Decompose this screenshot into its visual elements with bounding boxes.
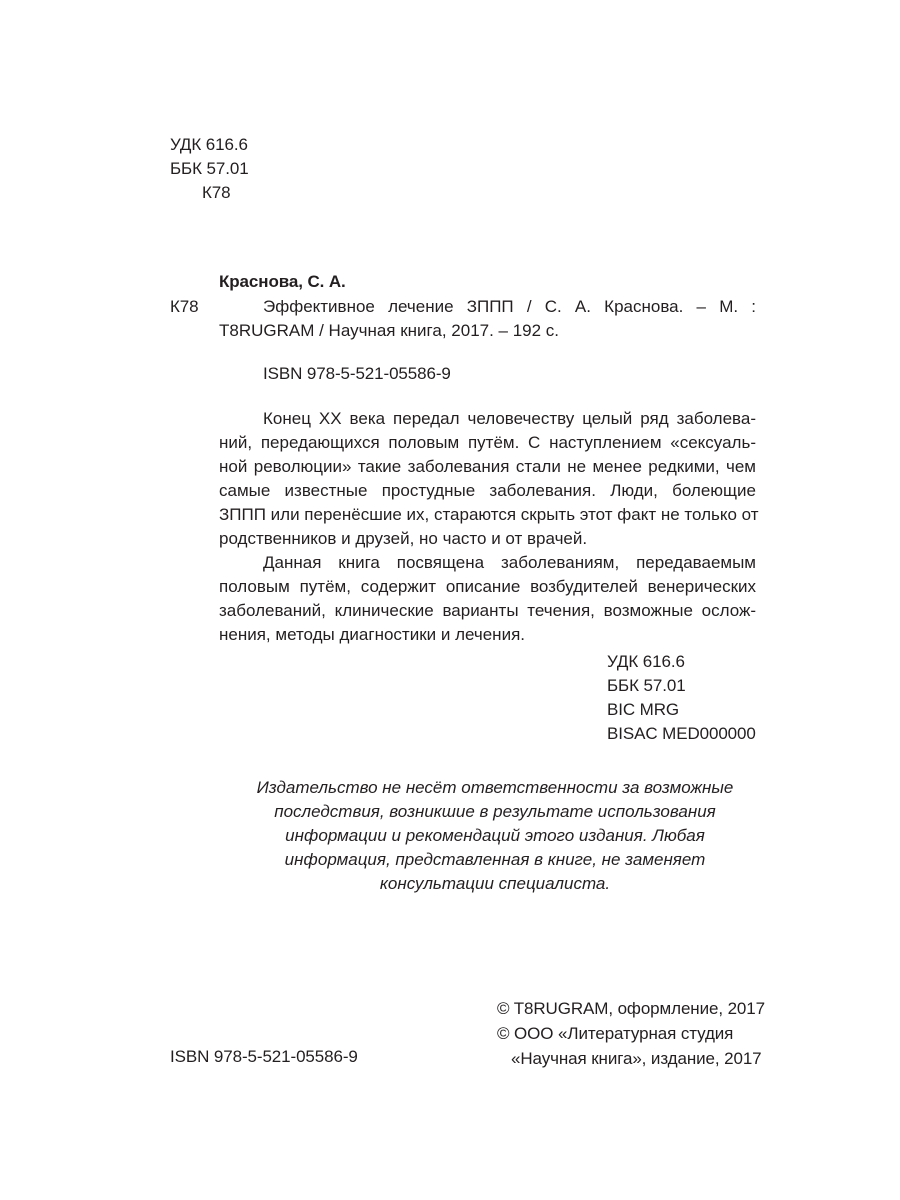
author-sign-code: К78 — [202, 183, 231, 202]
annotation-line: ний, передающихся половым путём. С наступлением «сексуаль- — [219, 433, 756, 452]
disclaimer-line: Издательство не несёт ответственности за возможные — [256, 778, 734, 797]
isbn-record: ISBN 978-5-521-05586-9 — [263, 364, 451, 383]
annotation-line: ЗППП или перенёсшие их, стараются скрыть этот факт не только от — [219, 505, 759, 524]
disclaimer-line: информации и рекомендаций этого издания. Любая — [285, 826, 705, 845]
annotation-line: нения, методы диагностики и лечения. — [219, 625, 525, 644]
annotation-line: Данная книга посвящена заболеваниям, передаваемым — [263, 553, 756, 572]
copyright-line: © ООО «Литературная студия — [497, 1024, 734, 1043]
classification-block-top — [170, 133, 249, 205]
disclaimer-line: последствия, возникшие в результате использования — [274, 802, 716, 821]
udk-code: УДК 616.6 — [607, 652, 685, 671]
classification-block-right — [607, 650, 756, 746]
copyright-line: «Научная книга», издание, 2017 — [511, 1049, 762, 1068]
title-line-1: Эффективное лечение ЗППП / С. А. Краснова. – М. : — [263, 297, 756, 316]
udk-code: УДК 616.6 — [170, 135, 248, 154]
bisac-code: BISAC MED000000 — [607, 724, 756, 743]
disclaimer-line: информация, представленная в книге, не заменяет — [284, 850, 706, 869]
publisher-disclaimer — [200, 776, 790, 896]
copyright-block — [497, 997, 765, 1072]
annotation-line: половым путём, содержит описание возбудителей венерических — [219, 577, 756, 596]
disclaimer-line: консультации специалиста. — [379, 874, 611, 893]
copyright-line: © T8RUGRAM, оформление, 2017 — [497, 999, 765, 1018]
annotation-line: родственников и друзей, но часто и от врачей. — [219, 529, 588, 548]
bic-code: BIC MRG — [607, 700, 680, 719]
bbk-code: ББК 57.01 — [170, 159, 249, 178]
isbn-footer: ISBN 978-5-521-05586-9 — [170, 1047, 358, 1066]
annotation-line: заболеваний, клинические варианты течения, возможные ослож- — [219, 601, 756, 620]
author-name: Краснова, С. А. — [219, 272, 346, 291]
title-line-2: T8RUGRAM / Научная книга, 2017. – 192 с. — [219, 321, 560, 340]
author-sign-code-record: К78 — [170, 297, 199, 316]
bbk-code: ББК 57.01 — [607, 676, 686, 695]
annotation-line: ной революции» такие заболевания стали не менее редкими, чем — [219, 457, 756, 476]
annotation-line: самые известные простудные заболевания. Люди, болеющие — [219, 481, 756, 500]
annotation-line: Конец XX века передал человечеству целый ряд заболева- — [263, 409, 756, 428]
